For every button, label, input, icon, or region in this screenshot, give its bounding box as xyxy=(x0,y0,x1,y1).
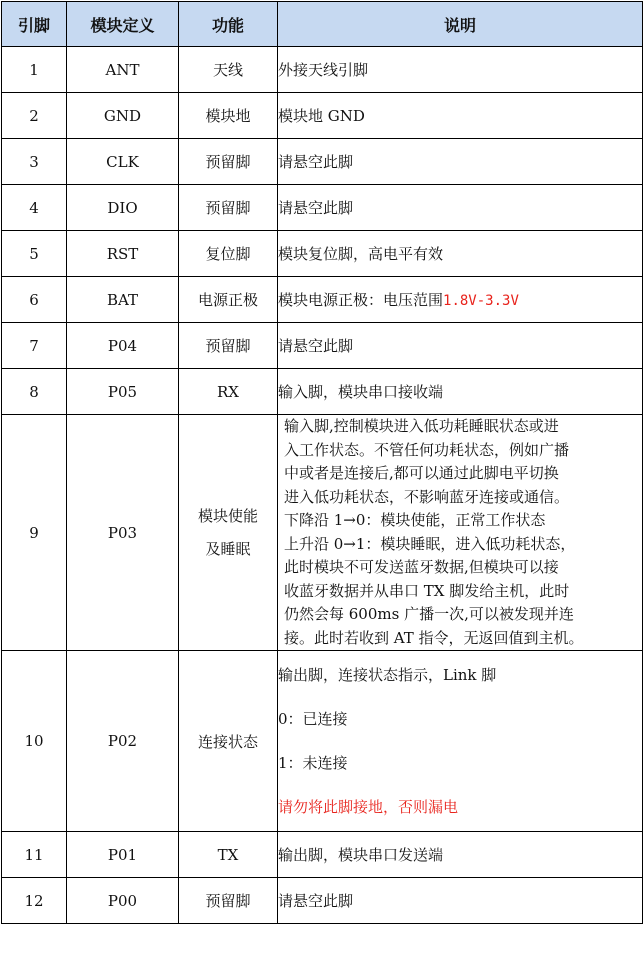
table-row xyxy=(2,832,643,878)
pin-name: RST xyxy=(67,231,179,277)
header-pin: 引脚 xyxy=(2,2,67,47)
pin-number: 1 xyxy=(2,47,67,93)
table-row xyxy=(2,93,643,139)
pin-description: 外接天线引脚 xyxy=(278,47,643,93)
table-row xyxy=(2,878,643,924)
header-row xyxy=(2,2,643,47)
pin-name: P05 xyxy=(67,369,179,415)
pin-function: RX xyxy=(179,369,278,415)
pin-name: GND xyxy=(67,93,179,139)
description-line: 输入脚,控制模块进入低功耗睡眠状态或进 xyxy=(284,417,559,435)
pin-description xyxy=(278,277,643,323)
pin-number: 11 xyxy=(2,832,67,878)
table-row xyxy=(2,47,643,93)
description-line: 入工作状态。不管任何功耗状态，例如广播 xyxy=(284,440,570,459)
pin-function: 电源正极 xyxy=(179,277,278,323)
pin-description: 请悬空此脚 xyxy=(278,185,643,231)
description-line: 仍然会每 600ms 广播一次,可以被发现并连 xyxy=(284,605,574,623)
pin-description: 输出脚，模块串口发送端 xyxy=(278,832,643,878)
header-func: 功能 xyxy=(179,2,278,47)
pin-name: P04 xyxy=(67,323,179,369)
header-name: 模块定义 xyxy=(67,2,179,47)
pin-number: 8 xyxy=(2,369,67,415)
pin-number: 5 xyxy=(2,231,67,277)
description-line: 上升沿 0→1：模块睡眠，进入低功耗状态， xyxy=(284,534,576,553)
table-row xyxy=(2,277,643,323)
pin-number: 3 xyxy=(2,139,67,185)
pin-number: 7 xyxy=(2,323,67,369)
pin-name: P03 xyxy=(67,415,179,651)
pin-number: 10 xyxy=(2,651,67,832)
pin-name: BAT xyxy=(67,277,179,323)
voltage-label: 模块电源正极：电压范围 xyxy=(278,291,444,309)
description-line: 下降沿 1→0：模块使能，正常工作状态 xyxy=(284,511,546,529)
pin-definition-table xyxy=(1,1,643,924)
description-line: 中或者是连接后,都可以通过此脚电平切换 xyxy=(284,464,559,482)
pin-number: 9 xyxy=(2,415,67,651)
pin-function: 连接状态 xyxy=(179,651,278,832)
pin-description xyxy=(278,415,643,651)
pin-name: CLK xyxy=(67,139,179,185)
pin-description: 输入脚，模块串口接收端 xyxy=(278,369,643,415)
table-row xyxy=(2,651,643,832)
table-row xyxy=(2,369,643,415)
table-row xyxy=(2,415,643,651)
pin-function: 复位脚 xyxy=(179,231,278,277)
description-line: 进入低功耗状态，不影响蓝牙连接或通信。 xyxy=(284,487,570,506)
description-line: 0：已连接 xyxy=(278,710,348,728)
pin-number: 12 xyxy=(2,878,67,924)
pin-function: 预留脚 xyxy=(179,878,278,924)
pin-function xyxy=(179,415,278,651)
pin-name: P01 xyxy=(67,832,179,878)
pin-function: 预留脚 xyxy=(179,139,278,185)
description-line: 接。此时若收到 AT 指令，无返回值到主机。 xyxy=(284,628,584,647)
description-line: 1：未连接 xyxy=(278,754,348,772)
header-desc: 说明 xyxy=(278,2,643,47)
table-row xyxy=(2,323,643,369)
pin-description: 模块地 GND xyxy=(278,93,643,139)
pin-description: 请悬空此脚 xyxy=(278,878,643,924)
table-row xyxy=(2,231,643,277)
pin-name: ANT xyxy=(67,47,179,93)
pin-name: DIO xyxy=(67,185,179,231)
pin-function: 模块地 xyxy=(179,93,278,139)
description-line: 输出脚，连接状态指示，Link 脚 xyxy=(278,666,497,684)
pin-function: TX xyxy=(179,832,278,878)
pin-function: 预留脚 xyxy=(179,323,278,369)
pin-function: 天线 xyxy=(179,47,278,93)
function-line: 模块使能 xyxy=(197,506,258,525)
pin-description xyxy=(278,651,643,832)
function-line: 及睡眠 xyxy=(205,539,251,558)
pin-function: 预留脚 xyxy=(179,185,278,231)
description-line: 此时模块不可发送蓝牙数据,但模块可以接 xyxy=(284,558,559,576)
pin-number: 2 xyxy=(2,93,67,139)
table-row xyxy=(2,185,643,231)
pin-description: 请悬空此脚 xyxy=(278,139,643,185)
pin-number: 6 xyxy=(2,277,67,323)
pin-name: P00 xyxy=(67,878,179,924)
pin-description: 请悬空此脚 xyxy=(278,323,643,369)
voltage-range: 1.8V-3.3V xyxy=(443,293,519,309)
description-line: 收蓝牙数据并从串口 TX 脚发给主机，此时 xyxy=(284,581,570,600)
table-row xyxy=(2,139,643,185)
warning-line: 请勿将此脚接地，否则漏电 xyxy=(278,798,459,816)
pin-number: 4 xyxy=(2,185,67,231)
pin-description: 模块复位脚，高电平有效 xyxy=(278,231,643,277)
pin-name: P02 xyxy=(67,651,179,832)
